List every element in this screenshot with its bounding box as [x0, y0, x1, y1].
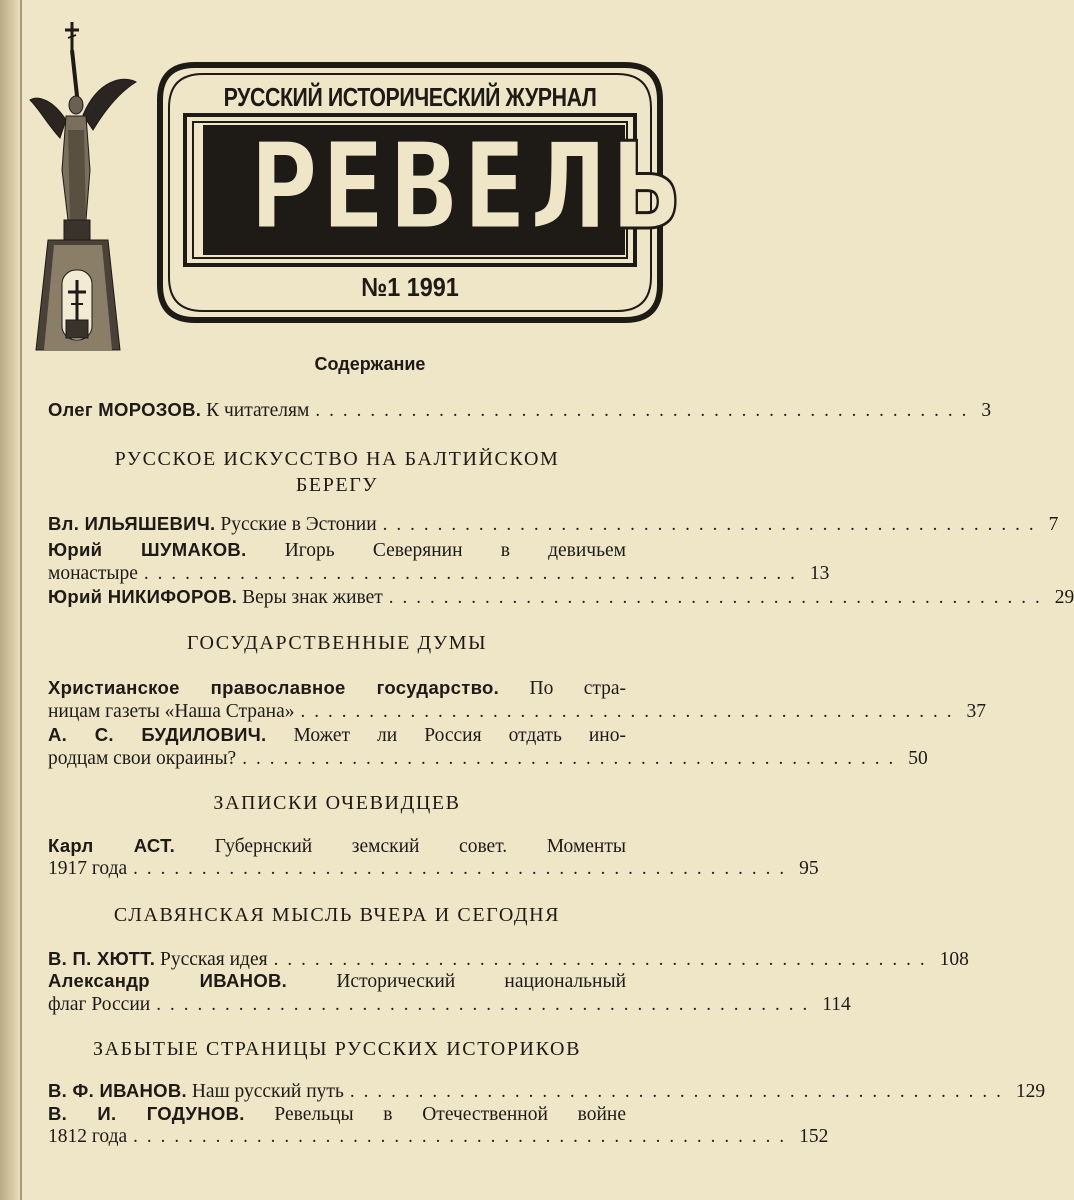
entry-author: В. П. ХЮТТ. — [48, 948, 156, 969]
entry-title: Ревельцы в Отечественной войне — [274, 1104, 626, 1125]
toc-entry-line1 — [48, 1102, 626, 1127]
entry-title: По стра- — [529, 678, 627, 699]
entry-page: 29 — [1054, 587, 1074, 608]
toc-entry — [48, 1079, 1046, 1104]
entry-page: 7 — [1048, 514, 1059, 535]
toc-entry-line2 — [48, 700, 986, 724]
section-heading-line: ЗАПИСКИ ОЧЕВИДЦЕВ — [213, 792, 461, 814]
section-heading — [48, 1036, 626, 1062]
entry-title-continued: ницам газеты «Наша Страна» — [48, 701, 295, 722]
toc-entry — [48, 512, 1059, 537]
entry-page: 37 — [966, 701, 986, 722]
section-heading-line: ГОСУДАРСТВЕННЫЕ ДУМЫ — [186, 632, 488, 654]
dot-leader: ................................................ — [133, 858, 794, 879]
dot-leader: ................................................ — [315, 400, 976, 421]
angel-monument-illustration — [28, 20, 138, 355]
entry-page: 129 — [1015, 1081, 1046, 1102]
entry-page: 13 — [809, 563, 830, 584]
entry-title-continued: монастыре — [48, 563, 138, 584]
entry-title: Исторический национальный — [336, 971, 627, 992]
entry-title: Губернский земский совет. Моменты — [214, 836, 626, 857]
entry-author: Олег МОРОЗОВ. — [48, 399, 202, 420]
dot-leader: ................................................ — [382, 514, 1043, 535]
entry-title-continued: 1917 года — [48, 858, 128, 879]
entry-title: Русские в Эстонии — [220, 514, 377, 535]
masthead — [155, 60, 686, 325]
entry-title: К читателям — [206, 400, 310, 421]
dot-leader: ................................................ — [300, 701, 961, 722]
entry-page: 114 — [822, 994, 851, 1015]
entry-author: Юрий ШУМАКОВ. — [48, 539, 247, 560]
section-heading — [48, 902, 626, 928]
dot-leader: ................................................ — [242, 748, 903, 769]
entry-title-continued: 1812 года — [48, 1126, 128, 1147]
entry-title: Наш русский путь — [191, 1081, 344, 1102]
entry-author: Вл. ИЛЬЯШЕВИЧ. — [48, 513, 216, 534]
entry-page: 95 — [799, 858, 819, 879]
section-heading-line: РУССКОЕ ИСКУССТВО НА БАЛТИЙСКОМ — [114, 448, 560, 470]
entry-title-continued: родцам свои окраины? — [48, 748, 237, 769]
entry-author: Александр ИВАНОВ. — [48, 970, 288, 991]
entry-page: 152 — [799, 1126, 829, 1147]
journal-title: РЕВЕЛЬ — [249, 118, 686, 257]
entry-author: Карл АСТ. — [48, 835, 176, 856]
entry-author: А. С. БУДИЛОВИЧ. — [48, 724, 267, 745]
masthead-subtitle: РУССКИЙ ИСТОРИЧЕСКИЙ ЖУРНАЛ — [223, 82, 597, 112]
entry-author: Христианское православное государство. — [48, 677, 500, 698]
dot-leader: ................................................ — [156, 994, 817, 1015]
toc-entry-line1 — [48, 969, 626, 994]
section-heading — [48, 446, 626, 498]
dot-leader: ................................................ — [388, 587, 1049, 608]
book-spine-shadow — [0, 0, 22, 1200]
toc-entry-line1 — [48, 834, 626, 859]
section-heading — [48, 630, 626, 656]
dot-leader: ................................................ — [143, 563, 804, 584]
entry-page: 50 — [908, 748, 928, 769]
section-heading — [48, 790, 626, 816]
toc-entry-line1 — [48, 676, 626, 701]
page-edge — [20, 0, 22, 1200]
dot-leader: ................................................ — [133, 1126, 794, 1147]
entry-title: Может ли Россия отдать ино- — [293, 725, 626, 746]
toc-entry-line2 — [48, 562, 830, 586]
dot-leader: ................................................ — [273, 949, 934, 970]
section-heading-line: БЕРЕГУ — [295, 474, 379, 496]
toc-entry-line2 — [48, 747, 928, 771]
toc-entry — [48, 398, 992, 423]
toc-entry — [48, 585, 1074, 610]
section-heading-line: ЗАБЫТЫЕ СТРАНИЦЫ РУССКИХ ИСТОРИКОВ — [92, 1038, 582, 1060]
entry-author: В. И. ГОДУНОВ. — [48, 1103, 245, 1124]
issue-number: №1 1991 — [361, 272, 459, 302]
entry-title: Игорь Северянин в девичьем — [284, 540, 626, 561]
entry-title: Веры знак живет — [242, 587, 383, 608]
toc-entry-line2 — [48, 857, 819, 881]
entry-page: 3 — [981, 400, 992, 421]
toc-entry-line1 — [48, 723, 626, 748]
entry-title: Русская идея — [160, 949, 268, 970]
toc-entry-line1 — [48, 538, 626, 563]
contents-heading: Содержание — [314, 354, 426, 374]
entry-title-continued: флаг России — [48, 994, 151, 1015]
entry-author: Юрий НИКИФОРОВ. — [48, 586, 238, 607]
toc-entry-line2 — [48, 993, 851, 1017]
entry-author: В. Ф. ИВАНОВ. — [48, 1080, 187, 1101]
toc-entry-line2 — [48, 1125, 829, 1149]
section-heading-line: СЛАВЯНСКАЯ МЫСЛЬ ВЧЕРА И СЕГОДНЯ — [113, 904, 561, 926]
dot-leader: ................................................ — [349, 1081, 1010, 1102]
entry-page: 108 — [939, 949, 969, 970]
